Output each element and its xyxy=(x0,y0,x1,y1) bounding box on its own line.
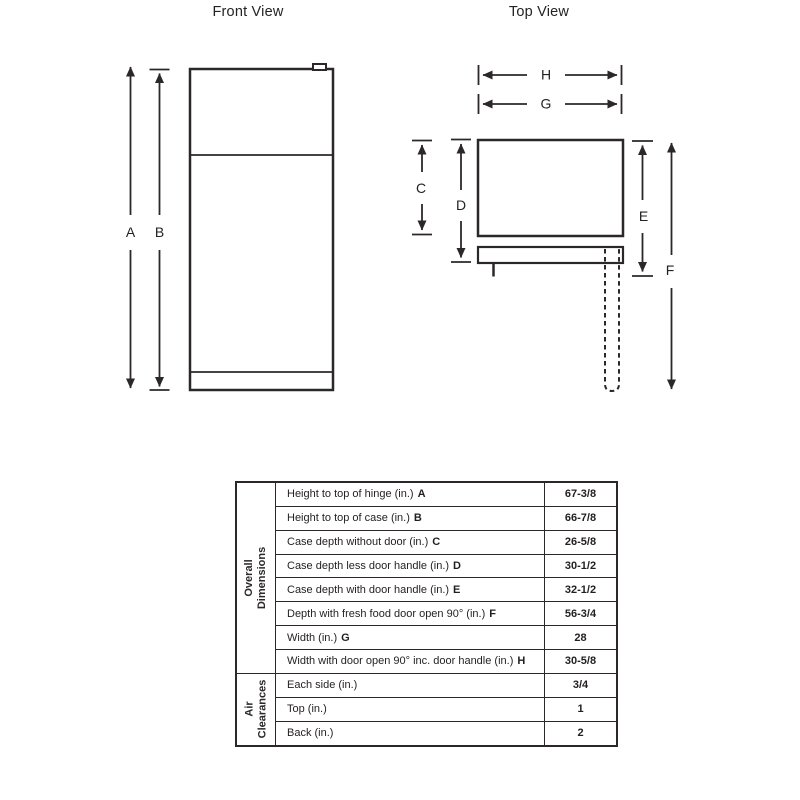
row-label: Depth with fresh food door open 90° (in.) xyxy=(287,607,486,620)
row-description xyxy=(276,650,544,673)
row-dim-key: F xyxy=(489,607,496,620)
group-label-line: Air xyxy=(243,701,256,718)
group-label-line: Dimensions xyxy=(256,546,269,610)
row-description xyxy=(276,698,544,721)
top-door-outline xyxy=(478,247,623,263)
row-description xyxy=(276,578,544,601)
row-label: Top (in.) xyxy=(287,703,327,716)
table-row xyxy=(276,698,616,722)
air-clearances-section xyxy=(237,673,616,745)
table-row xyxy=(276,483,616,507)
front-view-title: Front View xyxy=(212,4,284,20)
row-description xyxy=(276,602,544,625)
group-label-line: Clearances xyxy=(256,680,268,739)
row-dim-key: D xyxy=(453,560,461,572)
dim-label-d: D xyxy=(455,197,467,213)
row-dim-key: G xyxy=(341,631,350,644)
row-description xyxy=(276,674,544,697)
row-value: 1 xyxy=(544,698,616,721)
table-row xyxy=(276,602,616,626)
row-value: 67-3/8 xyxy=(544,483,616,506)
row-value: 32-1/2 xyxy=(544,578,616,601)
air-clearances-rows xyxy=(276,674,616,745)
table-row xyxy=(276,555,616,579)
overall-dimensions-group-label xyxy=(243,547,269,609)
air-clearances-group-label xyxy=(243,680,269,739)
dim-label-f: F xyxy=(665,262,675,278)
row-dim-key: E xyxy=(453,583,461,596)
dimensions-table xyxy=(235,481,618,747)
row-dim-key: C xyxy=(432,536,441,549)
overall-dimensions-group-cell xyxy=(237,483,276,673)
row-description xyxy=(276,507,544,530)
top-view-title: Top View xyxy=(508,4,570,20)
table-row xyxy=(276,650,616,673)
row-label: Case depth without door (in.) xyxy=(287,536,429,549)
row-description xyxy=(276,722,544,745)
row-dim-key: B xyxy=(413,512,422,525)
row-label: Case depth with door handle (in.) xyxy=(287,583,450,596)
group-label-line: Overall xyxy=(243,559,256,597)
row-label: Case depth less door handle (in.) xyxy=(287,560,450,572)
row-label: Back (in.) xyxy=(287,727,334,740)
row-description xyxy=(276,626,544,649)
row-value: 28 xyxy=(544,626,616,649)
overall-dimensions-rows xyxy=(276,483,616,673)
row-value: 26-5/8 xyxy=(544,531,616,554)
dim-label-e: E xyxy=(638,208,649,224)
door-open-90-dashed-outline xyxy=(605,249,619,391)
row-label: Each side (in.) xyxy=(287,679,358,692)
top-case-outline xyxy=(478,140,623,236)
row-dim-key: A xyxy=(417,488,426,501)
top-hinge xyxy=(313,64,326,70)
dim-label-h: H xyxy=(540,66,552,83)
row-label: Height to top of hinge (in.) xyxy=(287,488,414,501)
table-row xyxy=(276,531,616,555)
table-row xyxy=(276,674,616,698)
row-label: Width with door open 90° inc. door handle (in.) xyxy=(287,655,514,668)
dim-label-b: B xyxy=(154,224,165,240)
row-dim-key: H xyxy=(517,655,526,668)
row-label: Width (in.) xyxy=(287,631,338,644)
dim-label-c: C xyxy=(415,180,427,196)
row-value: 3/4 xyxy=(544,674,616,697)
row-description xyxy=(276,531,544,554)
dim-label-a: A xyxy=(125,224,136,240)
row-description xyxy=(276,555,544,578)
row-value: 66-7/8 xyxy=(544,507,616,530)
table-row xyxy=(276,626,616,650)
front-case-outline xyxy=(190,69,333,390)
table-row xyxy=(276,578,616,602)
air-clearances-group-cell xyxy=(237,674,276,745)
row-description xyxy=(276,483,544,506)
row-value: 30-1/2 xyxy=(544,555,616,578)
row-value: 30-5/8 xyxy=(544,650,616,673)
row-value: 56-3/4 xyxy=(544,602,616,625)
row-label: Height to top of case (in.) xyxy=(287,512,410,525)
table-row xyxy=(276,722,616,745)
dim-label-g: G xyxy=(540,95,552,112)
table-row xyxy=(276,507,616,531)
row-value: 2 xyxy=(544,722,616,745)
top-view-drawing xyxy=(412,65,672,391)
overall-dimensions-section xyxy=(237,483,616,673)
